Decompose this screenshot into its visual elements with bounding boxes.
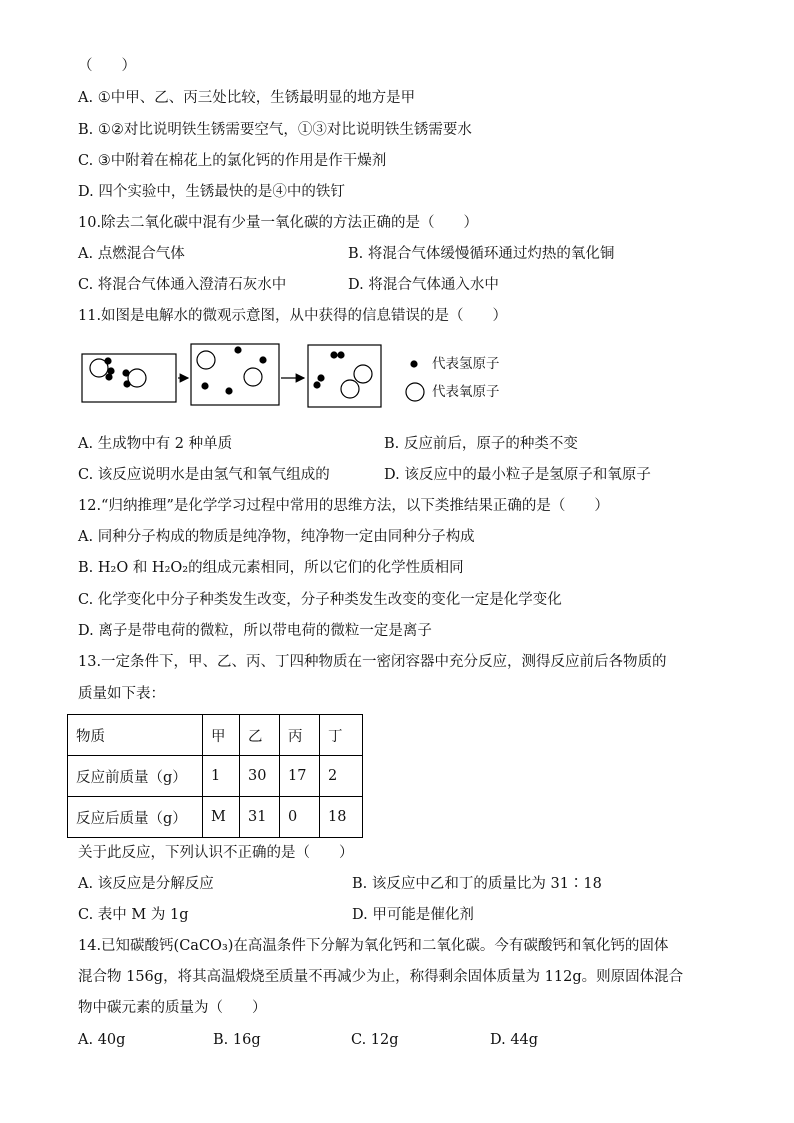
water-molecules-box xyxy=(82,354,176,402)
q13-option-c: C. 表中 M 为 1g xyxy=(78,907,189,923)
q10-option-c: C. 将混合气体通入澄清石灰水中 xyxy=(78,277,287,293)
q11-option-c: C. 该反应说明水是由氢气和氧气组成的 xyxy=(78,467,330,483)
table-header-row xyxy=(68,715,363,756)
q14-option-c: C. 12g xyxy=(351,1032,399,1048)
table-cell: 17 xyxy=(280,756,320,797)
legend-hydrogen-label: 代表氢原子 xyxy=(432,356,500,372)
separated-atoms-box xyxy=(191,344,279,405)
q12-option-c: C. 化学变化中分子种类发生改变，分子种类发生改变的变化一定是化学变化 xyxy=(78,592,562,608)
q12-option-a: A. 同种分子构成的物质是纯净物，纯净物一定由同种分子构成 xyxy=(78,529,475,545)
q13-stem-line1: 13.一定条件下，甲、乙、丙、丁四种物质在一密闭容器中充分反应，测得反应前后各物质的 xyxy=(78,654,667,670)
table-cell: 31 xyxy=(240,797,280,838)
q13-question: 关于此反应，下列认识不正确的是（ ） xyxy=(78,845,354,861)
q12-option-d: D. 离子是带电荷的微粒，所以带电荷的微粒一定是离子 xyxy=(78,623,432,639)
q14-option-d: D. 44g xyxy=(490,1032,539,1048)
q9-option-a: A. ①中甲、乙、丙三处比较，生锈最明显的地方是甲 xyxy=(78,90,416,106)
q11-option-d: D. 该反应中的最小粒子是氢原子和氧原子 xyxy=(384,467,651,483)
q11-stem: 11.如图是电解水的微观示意图，从中获得的信息错误的是（ ） xyxy=(78,308,508,324)
table-cell: 2 xyxy=(320,756,363,797)
q13-option-d: D. 甲可能是催化剂 xyxy=(352,907,474,923)
table-cell: 丙 xyxy=(280,715,320,756)
table-cell: 0 xyxy=(280,797,320,838)
oxygen-atom-legend-icon xyxy=(406,383,424,401)
q10-option-a: A. 点燃混合气体 xyxy=(78,246,185,262)
hydrogen-atom-legend-icon xyxy=(410,360,417,367)
q12-option-b: B. H₂O 和 H₂O₂的组成元素相同，所以它们的化学性质相同 xyxy=(78,560,464,576)
table-cell: M xyxy=(203,797,240,838)
table-cell: 反应前质量（g） xyxy=(68,756,203,797)
q14-stem-line3: 物中碳元素的质量为（ ） xyxy=(78,1000,267,1016)
product-molecules-box xyxy=(308,345,381,407)
q14-stem-line2: 混合物 156g，将其高温煅烧至质量不再减少为止，称得剩余固体质量为 112g。则原固体混合 xyxy=(78,969,684,985)
table-cell: 丁 xyxy=(320,715,363,756)
q14-option-b: B. 16g xyxy=(213,1032,261,1048)
q9-option-b: B. ①②对比说明铁生锈需要空气，①③对比说明铁生锈需要水 xyxy=(78,122,472,138)
table-cell: 反应后质量（g） xyxy=(68,797,203,838)
table-cell: 乙 xyxy=(240,715,280,756)
legend-oxygen-label: 代表氧原子 xyxy=(432,384,500,400)
table-cell: 甲 xyxy=(203,715,240,756)
q11-option-b: B. 反应前后，原子的种类不变 xyxy=(384,436,578,452)
table-row xyxy=(68,797,363,838)
q11-option-a: A. 生成物中有 2 种单质 xyxy=(78,436,233,452)
q10-option-d: D. 将混合气体通入水中 xyxy=(348,277,499,293)
q12-stem: 12.“归纳推理”是化学学习过程中常用的思维方法，以下类推结果正确的是（ ） xyxy=(78,498,609,514)
table-cell: 30 xyxy=(240,756,280,797)
q9-answer-paren: （ ） xyxy=(78,58,136,74)
table-cell: 物质 xyxy=(68,715,203,756)
q13-option-b: B. 该反应中乙和丁的质量比为 31∶18 xyxy=(352,876,602,892)
q13-stem-line2: 质量如下表： xyxy=(78,686,165,702)
q13-option-a: A. 该反应是分解反应 xyxy=(78,876,214,892)
q10-option-b: B. 将混合气体缓慢循环通过灼热的氧化铜 xyxy=(348,246,615,262)
table-cell: 1 xyxy=(203,756,240,797)
q9-option-d: D. 四个实验中，生锈最快的是④中的铁钉 xyxy=(78,184,345,200)
mass-table xyxy=(67,714,363,838)
table-row xyxy=(68,756,363,797)
q14-option-a: A. 40g xyxy=(78,1032,126,1048)
table-cell: 18 xyxy=(320,797,363,838)
q9-option-c: C. ③中附着在棉花上的氯化钙的作用是作干燥剂 xyxy=(78,153,387,169)
q10-stem: 10.除去二氧化碳中混有少量一氧化碳的方法正确的是（ ） xyxy=(78,215,479,231)
q14-stem-line1: 14.已知碳酸钙(CaCO₃)在高温条件下分解为氧化钙和二氧化碳。今有碳酸钙和氧化钙的固体 xyxy=(78,938,669,954)
